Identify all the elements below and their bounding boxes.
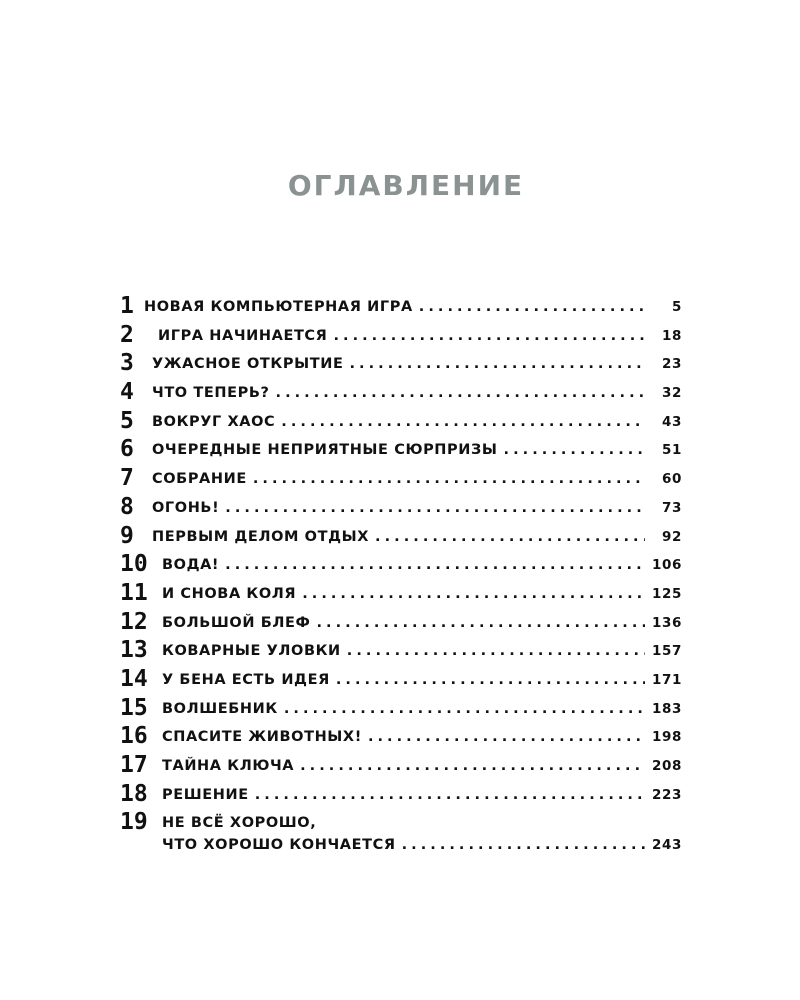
page-number: 23 [662,356,682,373]
chapter-number: 19 [120,809,148,836]
toc-line [144,297,682,317]
chapter-number: 15 [120,694,148,721]
dot-leader [349,354,645,374]
toc-line [152,354,682,374]
chapter-number: 10 [120,551,148,578]
dot-leader [316,613,645,633]
toc-entry-8 [120,493,682,522]
chapter-number: 9 [120,522,134,549]
table-of-contents [120,292,682,860]
chapter-number: 3 [120,350,134,377]
chapter-number: 18 [120,780,148,807]
page-number: 43 [662,413,682,430]
dot-leader [225,498,645,518]
toc-line [162,727,682,747]
chapter-number: 7 [120,465,134,492]
toc-entry-11 [120,579,682,608]
chapter-title: У БЕНА ЕСТЬ ИДЕЯ [162,671,330,688]
dot-leader [253,469,645,489]
chapter-title: И СНОВА КОЛЯ [162,585,297,602]
chapter-number: 16 [120,723,148,750]
page-number: 106 [652,557,682,574]
toc-line [152,440,682,460]
chapter-number: 11 [120,579,148,606]
toc-entry-17 [120,751,682,780]
chapter-title: ОГОНЬ! [152,499,220,516]
toc-line [152,412,682,432]
chapter-title: ИГРА НАЧИНАЕТСЯ [158,327,328,344]
page-number: 208 [652,758,682,774]
page-number: 136 [652,614,682,631]
page-number: 198 [652,729,682,746]
chapter-title: ВОЛШЕБНИК [162,700,278,717]
chapter-title: НОВАЯ КОМПЬЮТЕРНАЯ ИГРА [144,299,413,315]
dot-leader [225,555,645,575]
chapter-number: 13 [120,637,148,664]
dot-leader [375,527,645,547]
page-number: 60 [662,471,682,488]
dot-leader [333,326,645,346]
page-number: 171 [652,671,682,688]
toc-line [162,699,682,719]
toc-entry-1 [120,292,682,321]
toc-line [152,527,682,547]
page-number: 223 [652,786,682,803]
dot-leader [347,641,645,661]
page-number: 5 [672,299,682,315]
dot-leader [284,699,645,719]
chapter-number: 4 [120,379,134,406]
page-number: 157 [652,643,682,660]
toc-line [152,383,682,403]
toc-entry-14 [120,665,682,694]
dot-leader [255,785,645,805]
toc-entry-5 [120,407,682,436]
page-number: 18 [662,327,682,344]
dot-leader [300,756,645,776]
toc-entry-6 [120,435,682,464]
chapter-title: РЕШЕНИЕ [162,786,249,803]
page-number: 243 [652,837,682,854]
dot-leader [302,584,645,604]
dot-leader [419,297,645,317]
toc-entry-2 [120,321,682,350]
dot-leader [281,412,645,432]
chapter-number: 6 [120,436,134,463]
chapter-number: 8 [120,493,134,520]
chapter-title: БОЛЬШОЙ БЛЕФ [162,614,311,631]
toc-entry-15 [120,694,682,723]
toc-entry-4 [120,378,682,407]
dot-leader [336,670,645,690]
chapter-number: 1 [120,293,134,319]
chapter-title: ОЧЕРЕДНЫЕ НЕПРИЯТНЫЕ СЮРПРИЗЫ [152,442,498,459]
chapter-title: ВОКРУГ ХАОС [152,413,276,430]
page-number: 32 [662,385,682,402]
chapter-number: 12 [120,608,148,635]
toc-line [162,670,682,690]
dot-leader [402,835,645,855]
toc-entry-18 [120,780,682,809]
chapter-title: СОБРАНИЕ [152,471,247,488]
chapter-number: 17 [120,752,148,778]
dot-leader [276,383,645,403]
chapter-number: 14 [120,665,148,692]
toc-entry-16 [120,722,682,751]
chapter-title: КОВАРНЫЕ УЛОВКИ [162,643,341,660]
toc-line [162,641,682,661]
toc-line [162,756,682,776]
toc-entry-9 [120,522,682,551]
toc-line [158,326,682,346]
chapter-title: ЧТО ХОРОШО КОНЧАЕТСЯ [162,837,396,854]
chapter-title: СПАСИТЕ ЖИВОТНЫХ! [162,729,362,746]
page-number: 73 [662,499,682,516]
chapter-title: ПЕРВЫМ ДЕЛОМ ОТДЫХ [152,528,370,545]
toc-entry-12 [120,608,682,637]
chapter-title: ВОДА! [162,557,220,574]
toc-entry-19 [120,808,682,860]
toc-line [152,498,682,518]
toc-line [162,785,682,805]
chapter-number: 5 [120,407,134,434]
page-number: 51 [662,442,682,459]
toc-entry-3 [120,349,682,378]
chapter-title: ЧТО ТЕПЕРЬ? [152,385,270,402]
page-number: 183 [652,700,682,717]
page-number: 92 [662,528,682,545]
toc-line [162,835,682,855]
toc-line [152,469,682,489]
page-number: 125 [652,585,682,602]
chapter-title: ТАЙНА КЛЮЧА [162,758,295,774]
chapter-title: УЖАСНОЕ ОТКРЫТИЕ [152,356,344,373]
toc-entry-10 [120,550,682,579]
toc-entry-13 [120,636,682,665]
dot-leader [368,727,645,747]
toc-line [162,584,682,604]
toc-line [162,613,682,633]
page-title: ОГЛАВЛЕНИЕ [287,169,525,202]
toc-entry-7 [120,464,682,493]
dot-leader [504,440,645,460]
chapter-title-line1: НЕ ВСЁ ХОРОШО, [162,815,317,832]
chapter-number: 2 [120,321,134,348]
toc-line [162,555,682,575]
